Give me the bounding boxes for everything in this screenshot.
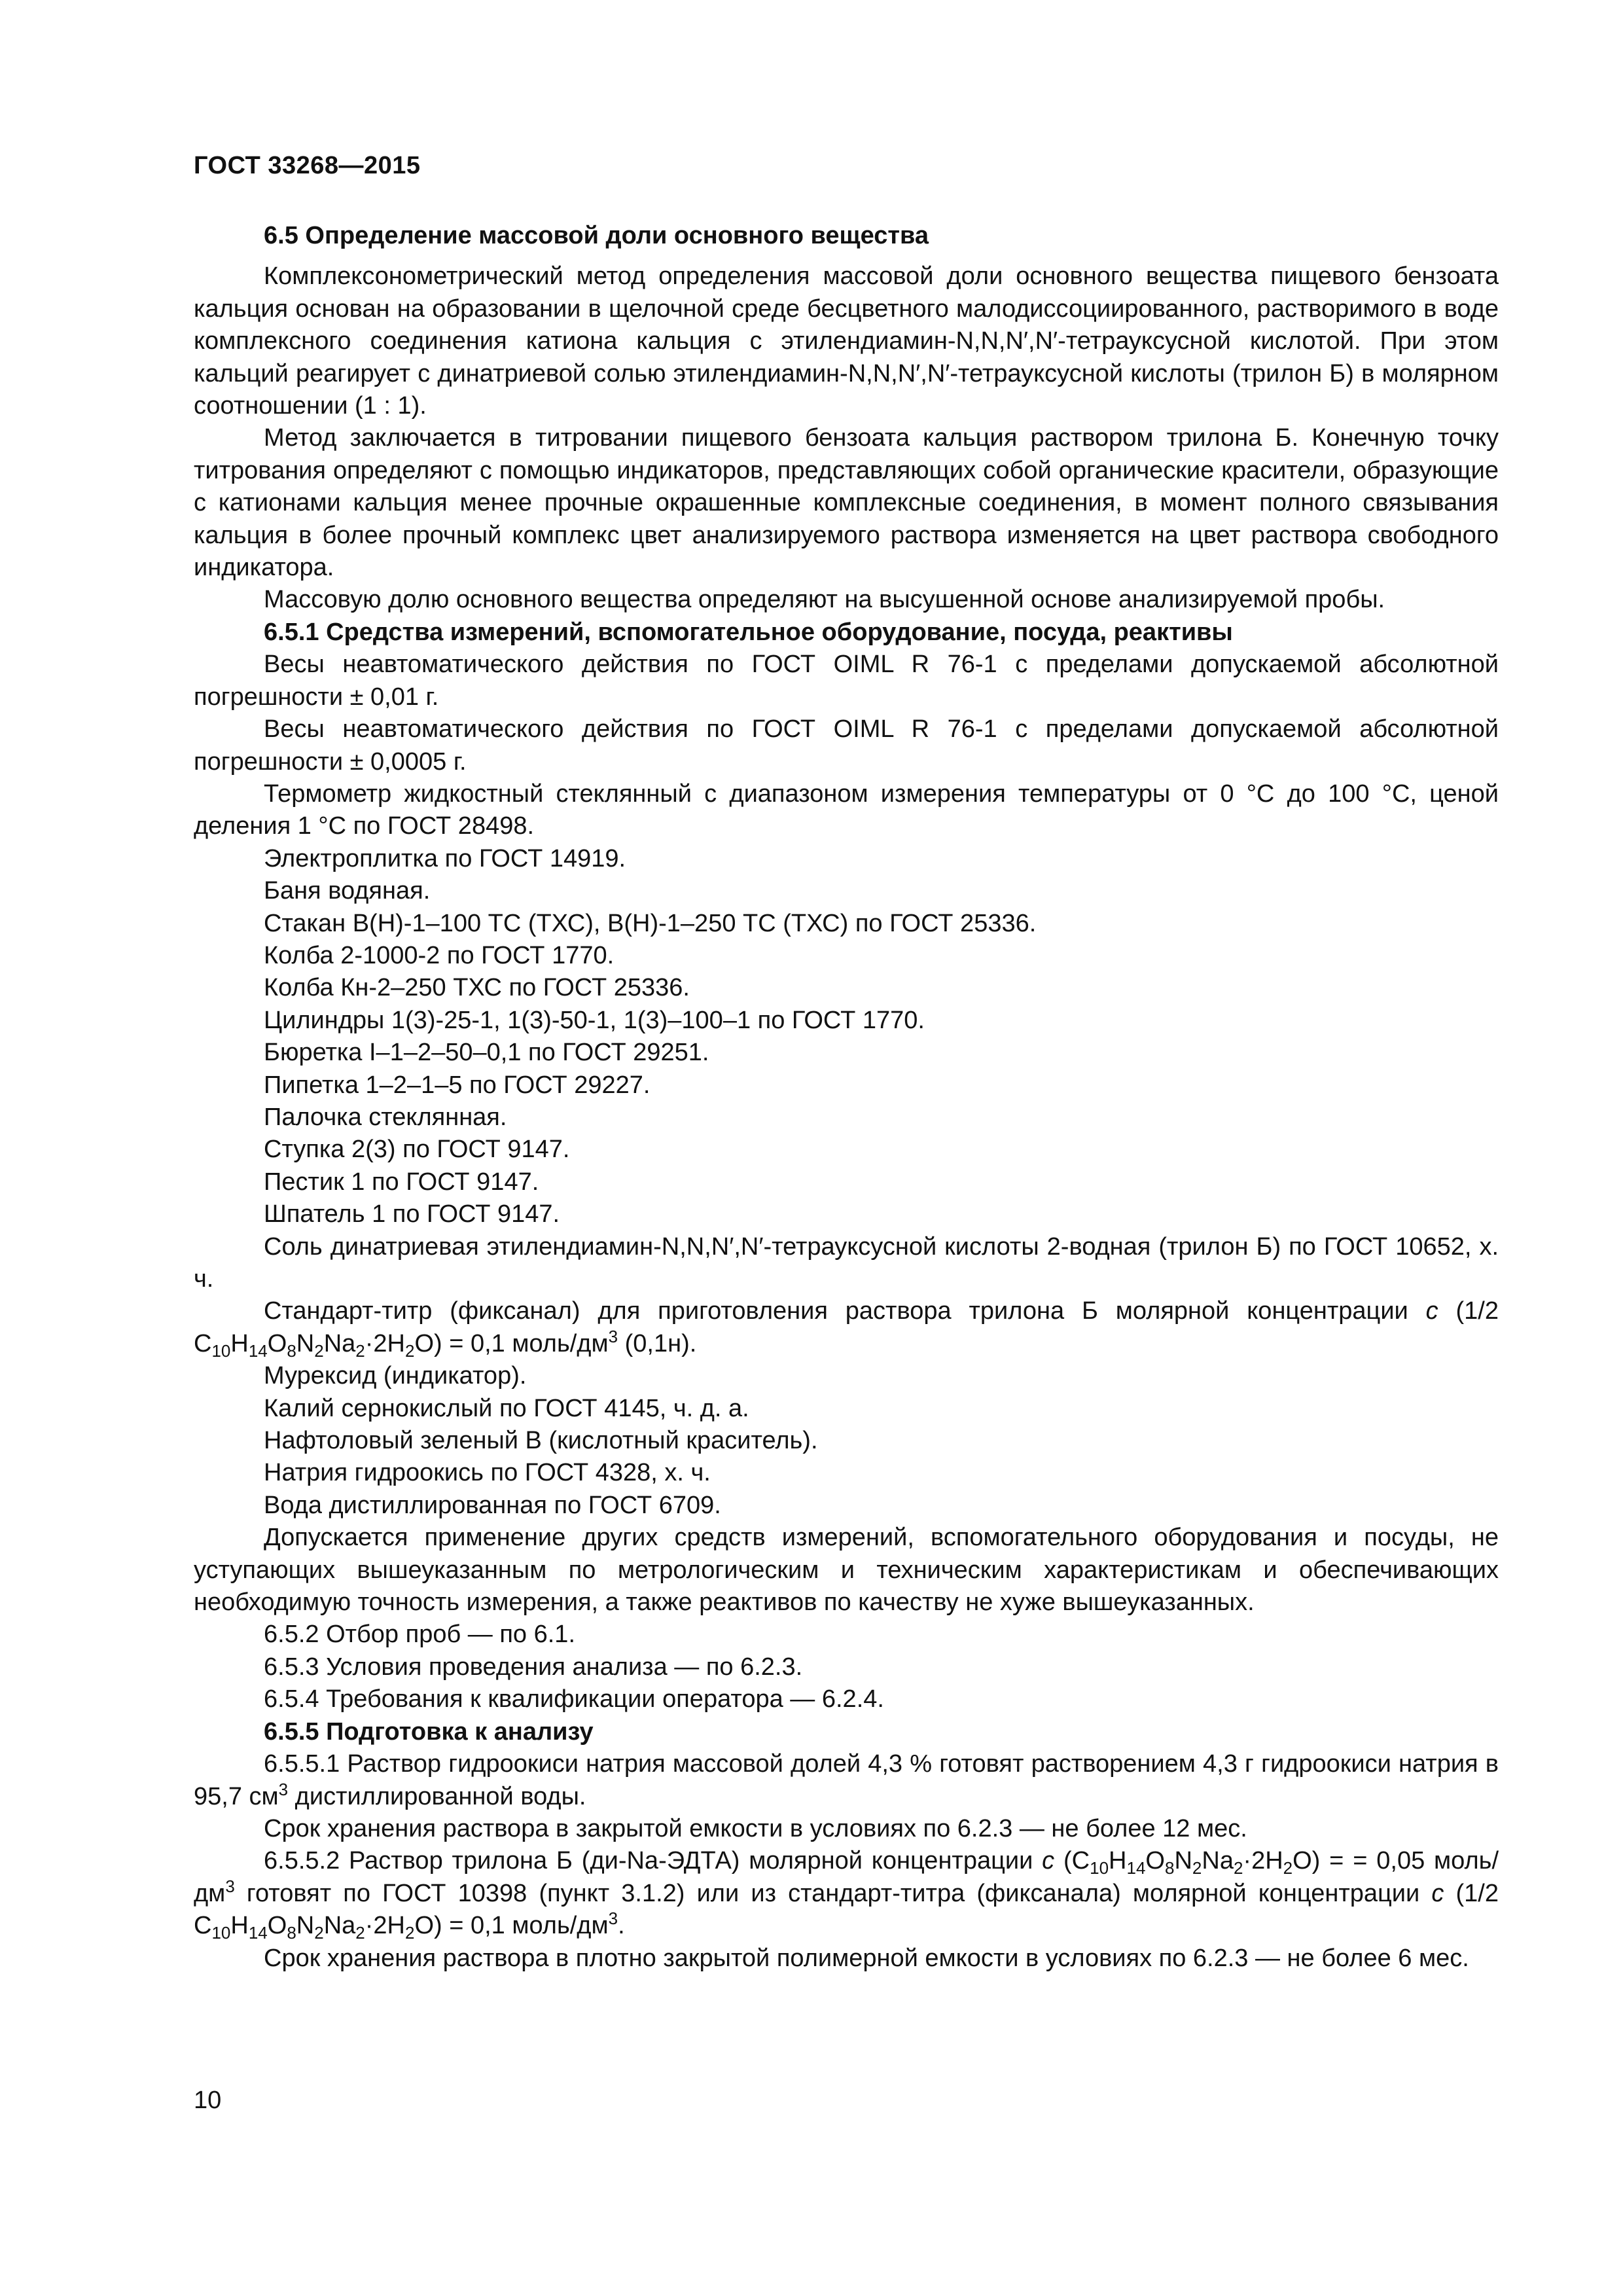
subscript: 2 (314, 1923, 324, 1943)
list-item: Бюретка I–1–2–50–0,1 по ГОСТ 29251. (264, 1039, 709, 1067)
subscript: 2 (1192, 1858, 1202, 1878)
concentration-symbol: с (1425, 1297, 1438, 1325)
page-number: 10 (194, 2087, 222, 2114)
formula-part: O) = 0,1 моль/дм (414, 1912, 609, 1940)
superscript: 3 (278, 1779, 289, 1799)
trilon-paragraph (194, 1845, 1499, 1942)
subscript: 2 (404, 1923, 415, 1943)
list-item: Электроплитка по ГОСТ 14919. (264, 844, 626, 872)
subscript: 2 (355, 1340, 365, 1361)
list-item: Колба 2-1000-2 по ГОСТ 1770. (264, 941, 615, 969)
list-item: Палочка стеклянная. (264, 1103, 507, 1131)
subscript: 2 (314, 1340, 324, 1361)
list-item: Пипетка 1–2–1–5 по ГОСТ 29227. (264, 1071, 651, 1099)
formula-part: N (296, 1912, 315, 1940)
text: дистиллированной воды. (288, 1782, 586, 1810)
subscript: 2 (355, 1923, 365, 1943)
list-item: Термометр жидкостный стеклянный с диапазоном измерения температуры от 0 °С до 100 °С, ценой деления 1 °С по ГОСТ 28498. (194, 780, 1499, 840)
formula-part: ·2H (365, 1912, 405, 1940)
formula-part: O) = (1293, 1847, 1344, 1875)
section-title: 6.5 Определение массовой доли основного вещества (264, 222, 929, 249)
list-item: Стакан В(Н)-1–100 ТС (ТХС), В(Н)-1–250 ТС (ТХС) по ГОСТ 25336. (264, 909, 1037, 937)
text: 6.5.5.1 Раствор гидроокиси натрия массовой долей 4,3 % готовят растворением 4,3 г гидроокиси натрия в 95,7 см (194, 1750, 1499, 1810)
list-item: Мурексид (индикатор). (264, 1362, 527, 1390)
subsection-title: 6.5.1 Средства измерений, вспомогательное оборудование, посуда, реактивы (264, 618, 1233, 646)
list-item: Соль динатриевая этилендиамин-N,N,N′,N′-тетрауксусной кислоты 2-водная (трилон Б) по ГОСТ 10652, х. ч. (194, 1232, 1499, 1293)
formula-part: H (230, 1912, 249, 1940)
subscript: 2 (404, 1340, 415, 1361)
subscript: 14 (248, 1923, 268, 1943)
list-item: Калий сернокислый по ГОСТ 4145, ч. д. а. (264, 1394, 749, 1422)
subscript: 2 (1283, 1858, 1293, 1878)
subsection-title: 6.5.5 Подготовка к анализу (264, 1717, 594, 1746)
formula-part: O (267, 1912, 287, 1940)
clause: 6.5.2 Отбор проб — по 6.1. (264, 1621, 576, 1649)
paragraph (194, 1748, 1499, 1813)
list-item: Шпатель 1 по ГОСТ 9147. (264, 1200, 560, 1229)
formula-part: (1/2 C (194, 1297, 1499, 1357)
fixanal-item (194, 1295, 1499, 1360)
formula-part: Na (323, 1912, 356, 1940)
superscript: 3 (608, 1909, 618, 1929)
subscript: 8 (287, 1340, 296, 1361)
list-item: Натрия гидроокись по ГОСТ 4328, х. ч. (264, 1459, 711, 1487)
text: . (618, 1912, 625, 1940)
formula-part: Na (1202, 1847, 1234, 1875)
list-item: Вода дистиллированная по ГОСТ 6709. (264, 1491, 721, 1519)
formula-part: O (267, 1329, 287, 1357)
formula-part: O (1145, 1847, 1165, 1875)
subscript: 8 (287, 1923, 296, 1943)
text: готовят по ГОСТ 10398 (пункт 3.1.2) или из стандарт-титра (фиксанала) молярной концентрации (234, 1879, 1432, 1907)
formula-part: Na (323, 1329, 356, 1357)
formula-part: H (230, 1329, 249, 1357)
subscript: 14 (248, 1340, 268, 1361)
formula-part: (1/2 C (194, 1879, 1499, 1940)
list-item: Ступка 2(3) по ГОСТ 9147. (264, 1136, 570, 1164)
list-item: Весы неавтоматического действия по ГОСТ OIML R 76-1 с пределами допускаемой абсолютной погрешности ± 0,0005 г. (194, 715, 1499, 776)
subscript: 10 (1090, 1858, 1109, 1878)
list-item: Колба Кн-2–250 ТХС по ГОСТ 25336. (264, 974, 690, 1002)
paragraph: Допускается применение других средств измерений, вспомогательного оборудования и посуды, не уступающих вышеуказанным по метрологическим и техническим характеристикам и обеспечивающих необходимую точность измерения, а также реактивов по качеству не хуже вышеуказанных. (194, 1524, 1499, 1617)
text: Стандарт-титр (фиксанал) для приготовления раствора трилона Б молярной концентрации (264, 1297, 1408, 1325)
formula-part: O) = 0,1 моль/дм (414, 1329, 609, 1357)
document-header: ГОСТ 33268—2015 (194, 152, 421, 179)
text: 6.5.5.2 Раствор трилона Б (ди-Na-ЭДТА) молярной концентрации (264, 1847, 1043, 1875)
text: = 0,05 моль/дм (194, 1847, 1499, 1907)
formula-part: H (1109, 1847, 1127, 1875)
document-body (194, 220, 1499, 1975)
formula-part: ·2H (1243, 1847, 1283, 1875)
concentration-symbol: с (1431, 1879, 1444, 1907)
formula-part: ·2H (365, 1329, 405, 1357)
paragraph: Массовую долю основного вещества определяют на высушенной основе анализируемой пробы. (264, 586, 1385, 614)
formula-part: (C (1054, 1847, 1090, 1875)
concentration-symbol: с (1042, 1847, 1055, 1875)
subscript: 8 (1164, 1858, 1175, 1878)
clause: 6.5.3 Условия проведения анализа — по 6.2.3. (264, 1653, 803, 1681)
superscript: 3 (225, 1876, 235, 1896)
formula-part: N (1174, 1847, 1192, 1875)
subscript: 10 (211, 1923, 231, 1943)
list-item: Весы неавтоматического действия по ГОСТ OIML R 76-1 с пределами допускаемой абсолютной погрешности ± 0,01 г. (194, 651, 1499, 711)
paragraph: Комплексонометрический метод определения массовой доли основного вещества пищевого бензоата кальция основан на образовании в щелочной среде бесцветного малодиссоциированного, растворимого в воде комплексного соединения катиона кальция с этилендиамин-N,N,N′,N′-тетрауксусной кислотой. При этом кальций реагирует с динатриевой солью этилендиамин-N,N,N′,N′-тетрауксусной кислоты (трилон Б) в молярном соотношении (1 : 1). (194, 262, 1499, 420)
superscript: 3 (608, 1326, 618, 1346)
list-item: Пестик 1 по ГОСТ 9147. (264, 1168, 539, 1196)
list-item: Баня водяная. (264, 877, 431, 905)
paragraph: Срок хранения раствора в закрытой емкости в условиях по 6.2.3 — не более 12 мес. (264, 1814, 1247, 1842)
paragraph: Метод заключается в титровании пищевого бензоата кальция раствором трилона Б. Конечную точку титрования определяют с помощью индикаторов, представляющих собой органические красители, образующие с катионами кальция менее прочные окрашенные комплексные соединения, в момент полного связывания кальция в более прочный комплекс цвет анализируемого раствора изменяется на цвет раствора свободного индикатора. (194, 424, 1499, 582)
paragraph: Срок хранения раствора в плотно закрытой полимерной емкости в условиях по 6.2.3 — не более 6 мес. (264, 1944, 1469, 1972)
list-item: Цилиндры 1(3)-25-1, 1(3)-50-1, 1(3)–100–1 по ГОСТ 1770. (264, 1006, 925, 1034)
list-item: Нафтоловый зеленый В (кислотный краситель). (264, 1427, 818, 1455)
subscript: 14 (1126, 1858, 1146, 1878)
formula-part: (0,1н). (618, 1329, 697, 1357)
clause: 6.5.4 Требования к квалификации оператора — 6.2.4. (264, 1685, 884, 1713)
formula-part: N (296, 1329, 315, 1357)
subscript: 10 (211, 1340, 231, 1361)
subscript: 2 (1233, 1858, 1243, 1878)
